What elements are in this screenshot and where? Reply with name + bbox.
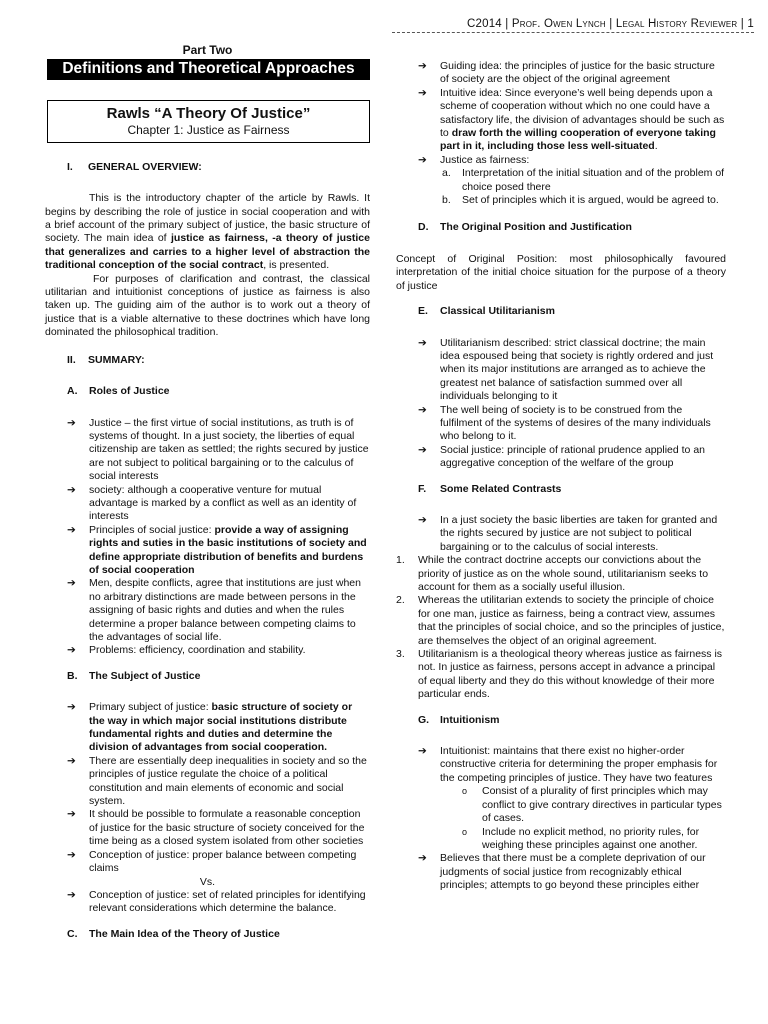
chapter-title: Rawls “A Theory Of Justice”	[106, 104, 311, 122]
arrow-icon: ➔	[67, 701, 76, 714]
sub-list-item: b. Set of principles which it is argued, would be agreed to.	[442, 194, 719, 207]
subsection-heading: C. The Main Idea of the Theory of Justice	[67, 927, 280, 940]
list-item: ➔ Justice – the first virtue of social institutions, as truth is of systems of thought. In a just society, the liberties of equal citizenship are taken as settled; the rights secured by justice are not subject to political bargaining or to the calculus of social interests	[45, 417, 370, 484]
circle-bullet-icon: o	[462, 826, 468, 837]
arrow-icon: ➔	[418, 745, 427, 758]
sub-list-item: a. Interpretation of the initial situation and of the problem of choice posed there	[442, 167, 725, 193]
chapter-title-box	[47, 100, 370, 143]
list-item: ➔ Principles of social justice: provide a way of assigning rights and suties in the basic institutions of society and define appropriate distribution of benefits and burdens of social cooperation	[45, 524, 370, 578]
section-heading: II. SUMMARY:	[67, 353, 145, 366]
arrow-icon: ➔	[418, 86, 427, 99]
right-column	[396, 60, 726, 893]
arrow-icon: ➔	[418, 60, 427, 72]
section-banner: Definitions and Theoretical Approaches	[47, 59, 370, 79]
numbered-item: 3. Utilitarianism is a theological theory whereas justice as fairness is not. In justice as fairness, persons accept in advance a principal of equal liberty and they do this without knowledge of their more particular ends.	[396, 648, 723, 701]
arrow-icon: ➔	[418, 852, 427, 865]
numbered-item: 2. Whereas the utilitarian extends to society the principle of choice for one man, justice as fairness, being a contract view, assumes that the principles of social choice, and so the principles of justice, are themselves the object of an original agreement.	[396, 594, 725, 647]
list-item: ➔ There are essentially deep inequalities in society and so the principles of justice regulate the choice of a political constitution and main elements of economic and social system.	[45, 755, 370, 809]
list-item: ➔ society: although a cooperative venture for mutual advantage is marked by a conflict as well as an identity of interests	[45, 484, 370, 524]
list-item: ➔ In a just society the basic liberties are taken for granted and the rights secured by justice are not subject to political bargaining or to the calculus of social interests.	[396, 514, 726, 554]
list-item: ➔ Utilitarianism described: strict classical doctrine; the main idea espoused being that society is rightly ordered and just when its major institutions are arranged as to achieve the greatest net balance of satisfaction summed over all individuals belonging to it	[396, 337, 726, 404]
arrow-icon: ➔	[67, 416, 76, 429]
list-item: ➔ Conception of justice: proper balance between competing claims	[45, 849, 370, 876]
arrow-icon: ➔	[418, 443, 427, 456]
list-item: ➔ Conception of justice: set of related principles for identifying relevant considerations which determine the balance.	[45, 889, 370, 916]
circle-bullet-icon: o	[462, 786, 468, 797]
copyright: C2014	[467, 18, 502, 30]
subsection-heading: G. Intuitionism	[418, 713, 500, 726]
list-item: ➔ Guiding idea: the principles of justice for the basic structure of society are the object of the original agreement	[396, 60, 726, 87]
reviewer-title: Legal History Reviewer	[615, 18, 738, 30]
paragraph: Concept of Original Position: most philosophically favoured interpretation of the initial choice situation for the purpose of a theory of justice	[396, 252, 726, 292]
part-label: Part Two	[182, 43, 233, 57]
list-item: ➔ Social justice: principle of rational prudence applied to an aggregative conception of the welfare of the group	[396, 444, 726, 471]
list-item: ➔ Men, despite conflicts, agree that institutions are just when no arbitrary distinctions are made between persons in the assigning of basic rights and duties and when the rules determine a proper balance between competing claims to the advantages of social life.	[45, 577, 370, 644]
arrow-icon: ➔	[67, 577, 76, 590]
list-item: ➔ Primary subject of justice: basic structure of society or the way in which major social institutions distribute fundamental rights and duties and determine the division of advantages from social cooperation.	[45, 701, 370, 755]
arrow-icon: ➔	[67, 754, 76, 767]
list-item: ➔ Believes that there must be a complete deprivation of our judgments of social justice from recognizably ethical principles; attempts to go beyond these principles either	[396, 852, 726, 892]
subsection-heading: F. Some Related Contrasts	[418, 482, 562, 495]
subsection-heading: D. The Original Position and Justification	[418, 221, 632, 234]
arrow-icon: ➔	[418, 336, 427, 349]
left-column	[45, 44, 370, 959]
list-item: ➔ Intuitive idea: Since everyone’s well being depends upon a scheme of cooperation without which no one could have a satisfactory life, the division of advantages should be such as to draw forth the willing cooperation of everyone taking part in it, including those less well-situated.	[396, 87, 726, 154]
list-item: ➔ The well being of society is to be construed from the fulfilment of the systems of desires of the many individuals who belong to it.	[396, 404, 726, 444]
page-number: 1	[747, 18, 754, 30]
paragraph: For purposes of clarification and contrast, the classical utilitarian and intuitionist conceptions of justice as fairness is also taken up. The guiding aim of the author is to work out a theory of justice that is a viable alternative to these doctrines which have long dominated the philosophical tradition.	[45, 272, 370, 339]
section-heading: I. GENERAL OVERVIEW:	[67, 160, 202, 173]
arrow-icon: ➔	[67, 644, 76, 657]
arrow-icon: ➔	[67, 483, 76, 496]
page-header: C2014 | Prof. Owen Lynch | Legal History Reviewer | 1	[392, 10, 754, 33]
paragraph: This is the introductory chapter of the article by Rawls. It begins by describing the role of justice in social cooperation and with a brief account of the primary subject of justice, the basic structure of society. The main idea of justice as fairness, -a theory of justice that generalizes and carries to a higher level of abstraction the traditional conception of the social contract, is presented.	[45, 192, 370, 272]
arrow-icon: ➔	[418, 513, 427, 526]
arrow-icon: ➔	[67, 523, 76, 536]
list-item: ➔ Intuitionist: maintains that there exist no higher-order constructive criteria for determining the proper emphasis for the competing principles of justice. They have two features	[396, 745, 726, 785]
circle-list-item: o Include no explicit method, no priority rules, for weighing these principles against one another.	[396, 826, 726, 853]
arrow-icon: ➔	[418, 153, 427, 166]
arrow-icon: ➔	[67, 848, 76, 861]
list-item: ➔ Justice as fairness:	[396, 154, 726, 167]
list-item: ➔ It should be possible to formulate a reasonable conception of justice for the basic structure of society conceived for the time being as a closed system isolated from other societies	[45, 808, 370, 848]
versus-label: Vs.	[199, 875, 216, 888]
numbered-item: 1. While the contract doctrine accepts our convictions about the priority of justice as on the whole sound, utilitarianism seeks to account for them as a socially useful illusion.	[396, 554, 709, 593]
arrow-icon: ➔	[67, 808, 76, 821]
chapter-subtitle: Chapter 1: Justice as Fairness	[127, 122, 290, 137]
author: Prof. Owen Lynch	[511, 18, 606, 30]
arrow-icon: ➔	[418, 403, 427, 416]
circle-list-item: o Consist of a plurality of first principles which may conflict to give contrary directives in particular types of cases.	[396, 785, 726, 825]
subsection-heading: A. Roles of Justice	[67, 385, 170, 398]
subsection-heading: E. Classical Utilitarianism	[418, 305, 555, 318]
subsection-heading: B. The Subject of Justice	[67, 669, 201, 682]
arrow-icon: ➔	[67, 888, 76, 901]
list-item: ➔ Problems: efficiency, coordination and stability.	[45, 644, 370, 657]
